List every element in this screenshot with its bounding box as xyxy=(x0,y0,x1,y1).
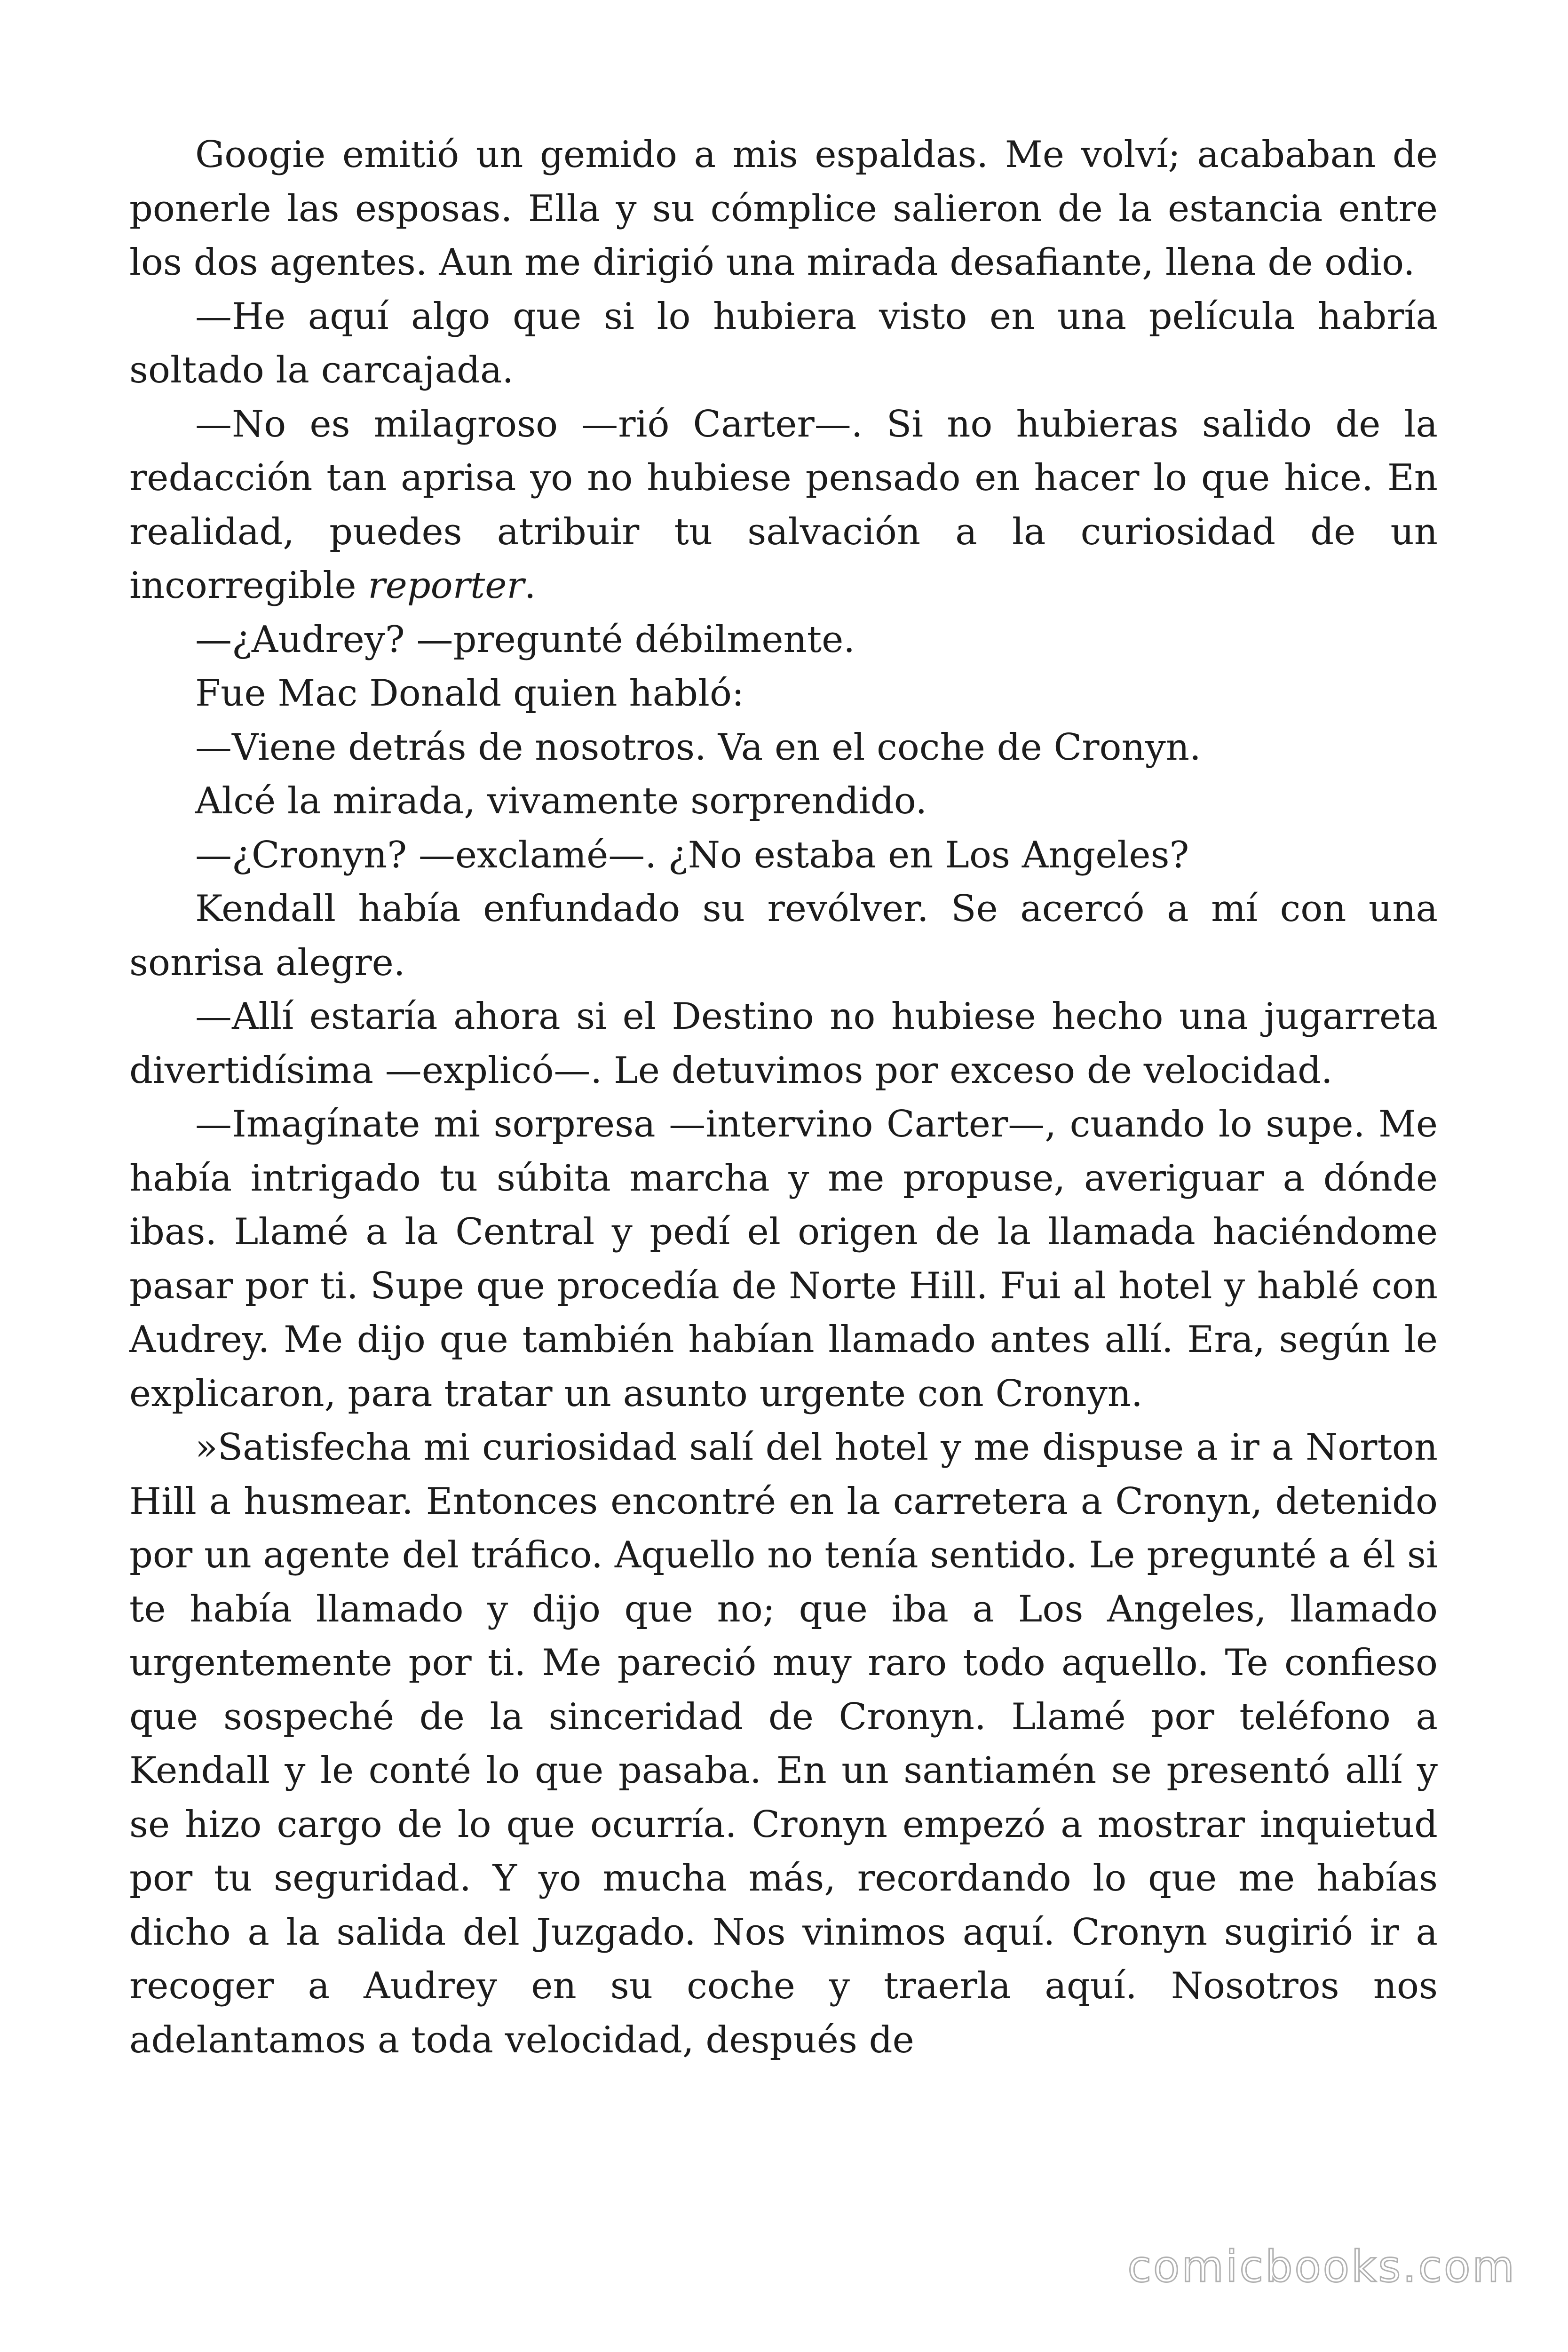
paragraph xyxy=(129,128,1438,290)
paragraph xyxy=(129,667,1438,721)
watermark: comicbooks.com xyxy=(1127,2241,1516,2292)
text-run: . xyxy=(524,564,536,607)
text-run: Googie emitió un gemido a mis espaldas. Me volví; acababan de ponerle las esposas. Ella y su cómplice salieron de la estancia entre los dos agentes. Aun me dirigió una mirada desafiante, llena de odio. xyxy=(129,134,1438,284)
paragraph xyxy=(129,721,1438,775)
text-run: Alcé la mirada, vivamente sorprendido. xyxy=(195,780,927,822)
paragraph xyxy=(129,613,1438,667)
text-run: —Viene detrás de nosotros. Va en el coche de Cronyn. xyxy=(195,726,1201,769)
paragraph xyxy=(129,882,1438,990)
paragraph xyxy=(129,774,1438,828)
paragraph xyxy=(129,1421,1438,2067)
text-run: —¿Cronyn? —exclamé—. ¿No estaba en Los Angeles? xyxy=(195,834,1189,876)
text-run: —¿Audrey? —pregunté débilmente. xyxy=(195,618,855,661)
text-run: »Satisfecha mi curiosidad salí del hotel y me dispuse a ir a Norton Hill a husmear. Entonces encontré en la carretera a Cronyn, detenido por un agente del tráfico. Aquello no tenía sentido. Le pregunté a él si te había llamado y dijo que no; que iba a Los Angeles, llamado urgentemente por ti. Me pareció muy raro todo aquello. Te confieso que sospeché de la sinceridad de Cronyn. Llamé por teléfono a Kendall y le conté lo que pasaba. En un santiamén se presentó allí y se hizo cargo de lo que ocurría. Cronyn empezó a mostrar inquietud por tu seguridad. Y yo mucha más, recordando lo que me habías dicho a la salida del Juzgado. Nos vinimos aquí. Cronyn sugirió ir a recoger a Audrey en su coche y traerla aquí. Nosotros nos adelantamos a toda velocidad, después de xyxy=(129,1426,1438,2061)
text-run: —Allí estaría ahora si el Destino no hubiese hecho una jugarreta divertidísima —explicó—. Le detuvimos por exceso de velocidad. xyxy=(129,995,1438,1092)
body-text xyxy=(129,128,1438,2067)
text-run: Fue Mac Donald quien habló: xyxy=(195,672,744,715)
text-run: —Imagínate mi sorpresa —intervino Carter—, cuando lo supe. Me había intrigado tu súbita marcha y me propuse, averiguar a dónde ibas. Llamé a la Central y pedí el origen de la llamada haciéndome pasar por ti. Supe que procedía de Norte Hill. Fui al hotel y hablé con Audrey. Me dijo que también habían llamado antes allí. Era, según le explicaron, para tratar un asunto urgente con Cronyn. xyxy=(129,1103,1438,1415)
paragraph xyxy=(129,397,1438,613)
paragraph xyxy=(129,828,1438,882)
text-run: —He aquí algo que si lo hubiera visto en una película habría soltado la carcajada. xyxy=(129,295,1438,391)
text-run: —No es milagroso —rió Carter—. Si no hubieras salido de la redacción tan aprisa yo no hubiese pensado en hacer lo que hice. En realidad, puedes atribuir tu salvación a la curiosidad de un incorregible xyxy=(129,403,1438,607)
paragraph xyxy=(129,1097,1438,1421)
paragraph xyxy=(129,290,1438,397)
italic-text: reporter xyxy=(368,564,524,607)
text-run: Kendall había enfundado su revólver. Se acercó a mí con una sonrisa alegre. xyxy=(129,888,1438,984)
paragraph xyxy=(129,990,1438,1097)
